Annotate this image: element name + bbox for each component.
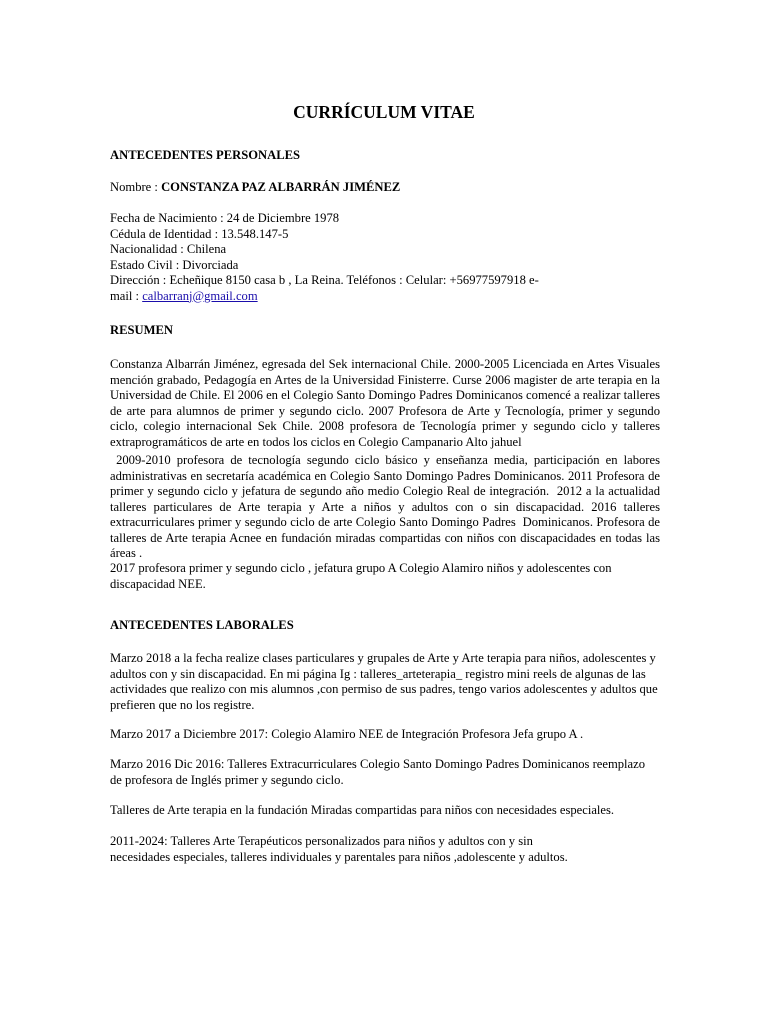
email-link[interactable]: calbarranj@gmail.com xyxy=(142,288,258,303)
email-line xyxy=(110,289,660,305)
email-label: mail : xyxy=(110,288,143,303)
identity-number: Cédula de Identidad : 13.548.147-5 xyxy=(110,226,289,241)
summary-paragraph-1: Constanza Albarrán Jiménez, egresada del Sek internacional Chile. 2000-2005 Licenciada en Artes Visuales mención grabado, Pedagogía en Artes de la Universidad Finisterre. Curse 2006 magister de arte terapia en la Universidad de Chile. El 2006 en el Colegio Santo Domingo Padres Dominicanos comencé a realizar talleres de arte para alumnos de primer y segundo ciclo. 2007 Profesora de Arte y Tecnología, primer y segundo ciclo, colegio internacional Sek Chile. 2008 profesora de Tecnología primer y segundo ciclo y talleres extraprogramáticos de arte en todos los ciclos en Colegio Campanario Alto jahuel xyxy=(110,357,660,449)
address-line: Dirección : Echeñique 8150 casa b , La Reina. Teléfonos : Celular: +56977597918 e- xyxy=(110,273,539,287)
work-entry-2: Marzo 2017 a Diciembre 2017: Colegio Alamiro NEE de Integración Profesora Jefa grupo A . xyxy=(110,727,584,741)
nationality: Nacionalidad : Chilena xyxy=(110,242,227,256)
work-entry-5-line-1: 2011-2024: Talleres Arte Terapéuticos personalizados para niños y adultos con y sin xyxy=(110,834,533,848)
work-entry-1: Marzo 2018 a la fecha realize clases particulares y grupales de Arte y Arte terapia para niños, adolescentes y adultos con y sin discapacidad. En mi página Ig : talleres_arteterapia_ registro mini reels de algunas de las actividades que realizo con mis alumnos ,con permiso de sus padres, tengo varios adolescentes y adultos que prefieren que no los registre. xyxy=(110,651,658,712)
birth-date: Fecha de Nacimiento : 24 de Diciembre 1978 xyxy=(110,211,340,225)
civil-status: Estado Civil : Divorciada xyxy=(110,257,239,272)
name-value: CONSTANZA PAZ ALBARRÁN JIMÉNEZ xyxy=(161,180,401,194)
name-line xyxy=(110,180,660,196)
summary-paragraph-3: 2017 profesora primer y segundo ciclo , jefatura grupo A Colegio Alamiro niños y adolescentes con discapacidad NEE. xyxy=(110,561,612,591)
work-entry-5-line-2: necesidades especiales, talleres individuales y parentales para niños ,adolescente y adultos. xyxy=(110,849,568,864)
personal-heading: ANTECEDENTES PERSONALES xyxy=(110,148,301,162)
summary-heading: RESUMEN xyxy=(110,323,173,337)
work-entry-5 xyxy=(110,834,660,865)
work-heading: ANTECEDENTES LABORALES xyxy=(110,618,294,632)
work-entry-3: Marzo 2016 Dic 2016: Talleres Extracurriculares Colegio Santo Domingo Padres Dominicanos reemplazo de profesora de Inglés primer y segundo ciclo. xyxy=(110,757,646,787)
personal-details xyxy=(110,211,660,304)
summary-paragraph-2: 2009-2010 profesora de tecnología segundo ciclo básico y enseñanza media, participación en labores administrativas en secretaría académica en Colegio Santo Domingo Padres Dominicanos. 2011 Profesora de primer y segundo ciclo y jefatura de segundo año medio Colegio Real de integración. 2012 a la actualidad talleres particulares de Arte terapia y Arte a niños y adultos con o sin discapacidad. 2016 talleres extracurriculares primer y segundo ciclo de arte Colegio Santo Domingo Padres Dominicanos. Profesora de talleres de Arte terapia Acnee en fundación miradas compartidas con niños con discapacidades en todas las áreas . xyxy=(110,453,664,560)
document-title: CURRÍCULUM VITAE xyxy=(293,102,475,122)
name-label: Nombre : xyxy=(110,180,162,194)
work-entry-4: Talleres de Arte terapia en la fundación Miradas compartidas para niños con necesidades especiales. xyxy=(110,803,615,817)
